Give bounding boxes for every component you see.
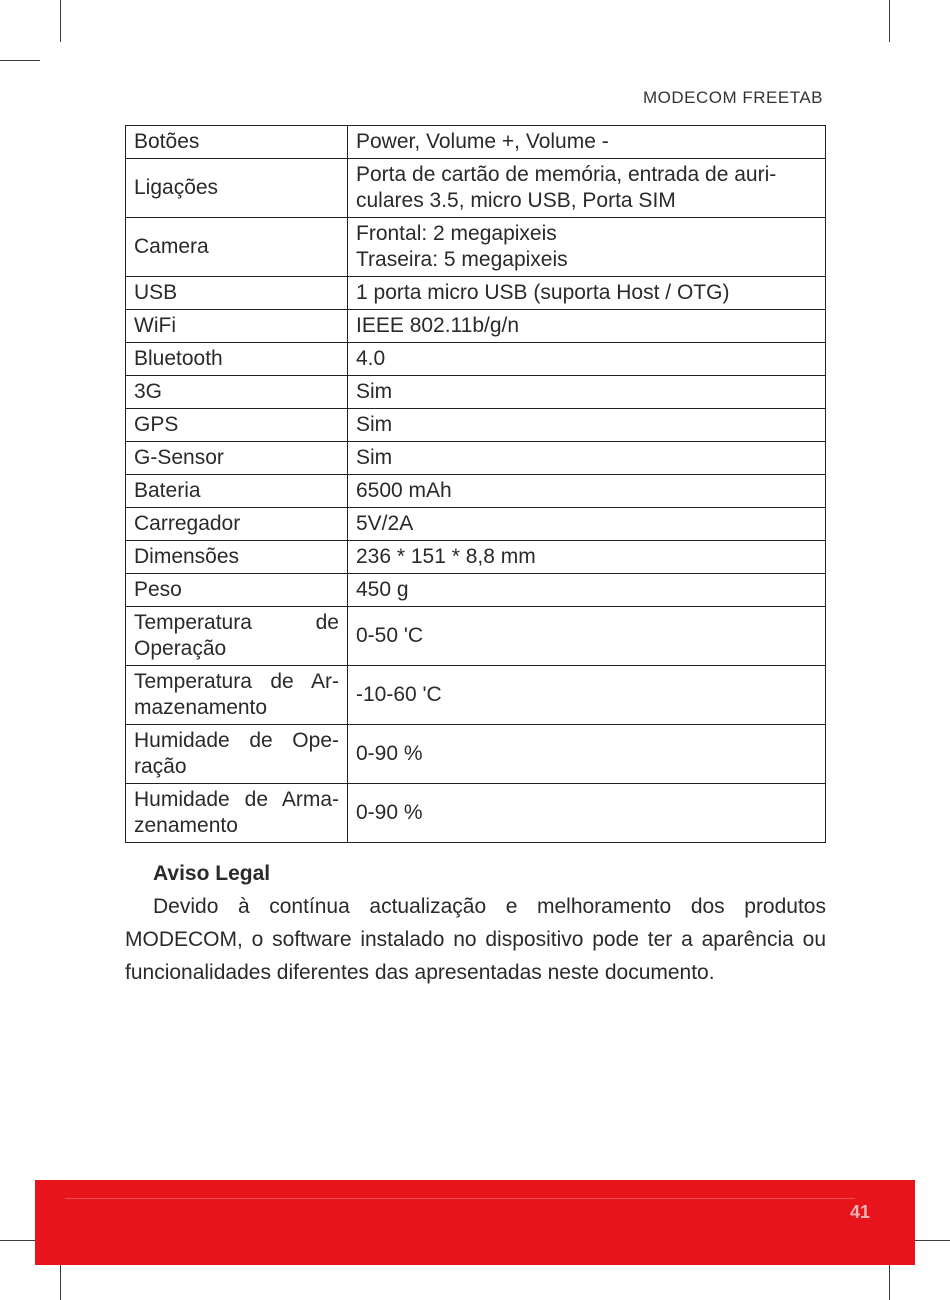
spec-value: Sim xyxy=(348,409,826,442)
spec-value: 6500 mAh xyxy=(348,475,826,508)
spec-value: IEEE 802.11b/g/n xyxy=(348,310,826,343)
table-row xyxy=(126,725,826,784)
spec-label: Camera xyxy=(126,218,348,277)
table-row xyxy=(126,541,826,574)
spec-label: Ligações xyxy=(126,159,348,218)
crop-mark xyxy=(910,1240,950,1241)
spec-value: Porta de cartão de memória, entrada de auri- culares 3.5, micro USB, Porta SIM xyxy=(348,159,826,218)
table-row xyxy=(126,409,826,442)
spec-value: 5V/2A xyxy=(348,508,826,541)
spec-label: Humidade de Arma- zenamento xyxy=(126,784,348,843)
spec-value: 0-50 'C xyxy=(348,607,826,666)
spec-label: Temperatura de Ar- mazenamento xyxy=(126,666,348,725)
spec-value: 0-90 % xyxy=(348,784,826,843)
spec-value: 0-90 % xyxy=(348,725,826,784)
spec-label: Temperatura de Operação xyxy=(126,607,348,666)
table-row xyxy=(126,159,826,218)
spec-label: WiFi xyxy=(126,310,348,343)
table-row xyxy=(126,310,826,343)
spec-value: Sim xyxy=(348,376,826,409)
table-row xyxy=(126,784,826,843)
table-row xyxy=(126,218,826,277)
spec-value: -10-60 'C xyxy=(348,666,826,725)
footer-divider xyxy=(65,1198,855,1199)
spec-label: Dimensões xyxy=(126,541,348,574)
footer-bar xyxy=(35,1180,915,1265)
table-row xyxy=(126,442,826,475)
table-row xyxy=(126,126,826,159)
crop-mark xyxy=(60,0,61,42)
table-row xyxy=(126,574,826,607)
spec-label: Bluetooth xyxy=(126,343,348,376)
spec-label: Peso xyxy=(126,574,348,607)
spec-value: Power, Volume +, Volume - xyxy=(348,126,826,159)
spec-value: 1 porta micro USB (suporta Host / OTG) xyxy=(348,277,826,310)
table-row xyxy=(126,343,826,376)
spec-label: Bateria xyxy=(126,475,348,508)
table-row xyxy=(126,666,826,725)
spec-label: Carregador xyxy=(126,508,348,541)
table-row xyxy=(126,607,826,666)
spec-label: Humidade de Ope- ração xyxy=(126,725,348,784)
spec-label: USB xyxy=(126,277,348,310)
crop-mark xyxy=(0,1240,40,1241)
spec-label: 3G xyxy=(126,376,348,409)
running-header: MODECOM FREETAB xyxy=(642,88,823,107)
spec-value: 4.0 xyxy=(348,343,826,376)
notice-title: Aviso Legal xyxy=(153,862,271,885)
spec-label: GPS xyxy=(126,409,348,442)
table-row xyxy=(126,475,826,508)
spec-label: Botões xyxy=(126,126,348,159)
table-row xyxy=(126,277,826,310)
spec-table xyxy=(125,125,826,843)
table-row xyxy=(126,376,826,409)
legal-notice xyxy=(125,857,826,989)
spec-value: Sim xyxy=(348,442,826,475)
spec-label: G-Sensor xyxy=(126,442,348,475)
spec-value: Frontal: 2 megapixeis Traseira: 5 megapixeis xyxy=(348,218,826,277)
crop-mark xyxy=(0,60,40,61)
spec-value: 450 g xyxy=(348,574,826,607)
table-row xyxy=(126,508,826,541)
notice-body: Devido à contínua actualização e melhoramento dos produtos MODECOM, o software instalado no dispositivo pode ter a aparência ou funcionalidades diferentes das apresentadas neste documento. xyxy=(125,895,826,984)
spec-value: 236 * 151 * 8,8 mm xyxy=(348,541,826,574)
page-number: 41 xyxy=(849,1202,870,1222)
crop-mark xyxy=(889,0,890,42)
